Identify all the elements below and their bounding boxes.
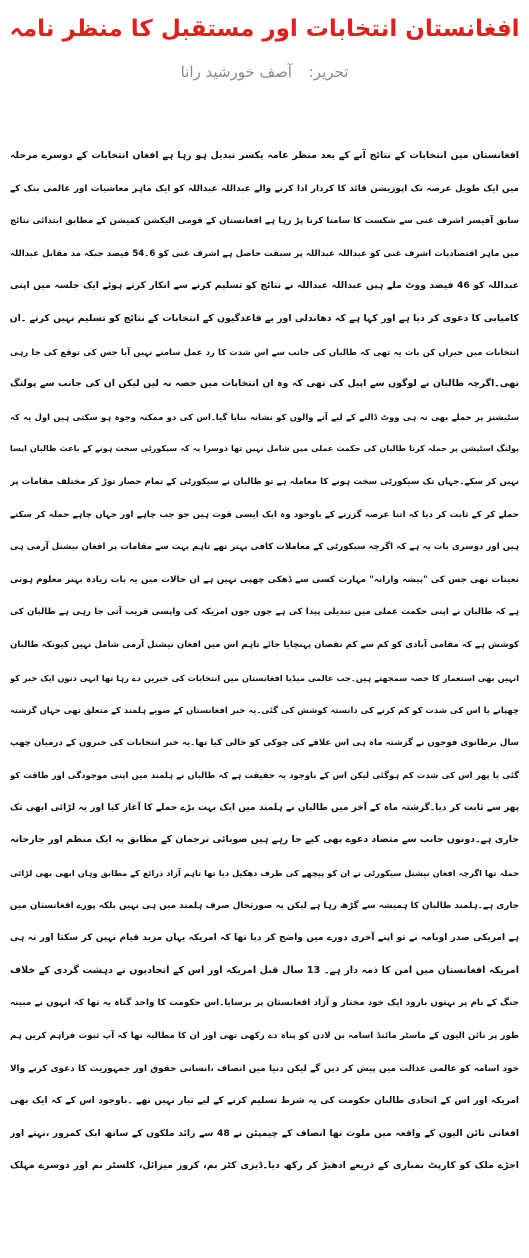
article-line: کوشش ہے کہ مقامی آبادی کو کم سے کم نقصان پہنچایا جائے تاہم اس میں افغان نیشنل آرمی شامل نہیں کیونکہ طالبان	[10, 639, 519, 650]
article-line: پھر سے ثابت کر دیا۔گزشتہ ماہ کے آخر میں طالبان نے ہلمند میں ایک بہت بڑے حملے کا آغاز کیا اور یہ لڑائی ابھی تک	[10, 802, 519, 813]
article-line: ہے امریکی صدر اوبامہ نے تو اپنے آخری دورے میں واضح کر دیا تھا کہ امریکہ یہاں مزید قیام نہیں کر سکتا اور نہ ہی	[10, 933, 519, 944]
article-line: جاری ہے۔ہلمند طالبان کا ہمیشہ سے گڑھ رہا ہے لیکن یہ صورتحال صرف ہلمند میں ہی نہیں بلکہ پورے افغانستان میں	[10, 900, 519, 911]
article-line: گئی یا پھر اس کی شدت کم ہوگئی لیکن اس کے باوجود یہ حقیقت ہے کہ طالبان نے ہلمند میں اپنی موجودگی اور طاقت کو	[10, 770, 519, 781]
article-line: نہیں کر سکے۔جہاں تک سیکورٹی سخت ہونے کا معاملہ ہے تو طالبان نے سیکورٹی کے تمام حصار توڑ کر مختلف مقامات پر	[10, 476, 519, 487]
article-body	[10, 140, 519, 1183]
article-line: ہیں اور دوسری بات یہ ہے کہ اگرچہ سیکورٹی کے معاملات کافی بہتر تھے تاہم بہت سے مقامات پر افغان نیشنل آرمی ہی	[10, 542, 519, 553]
article-line: طور پر نائن الیون کے ماسٹر مائنڈ اسامہ بن لادن کو پناہ دے رکھی تھی اور ان کا مطالبہ تھا کہ آپ ثبوت فراہم کریں ہم	[10, 1031, 519, 1042]
article-line: چھپانے یا اس کی شدت کو کم کرنے کی دانستہ کوشش کی گئی۔یہ خبر افغانستان کے صوبے ہلمند کے متعلق تھی جہاں گزشتہ	[10, 705, 519, 716]
article-line: میں ماہر اقتصادیات اشرف غنی کو عبداللہ عبداللہ پر سبقت حاصل ہے اشرف غنی کو 6۔54 فیصد جبکہ مد مقابل عبداللہ	[10, 248, 519, 259]
byline-author: آصف خورشید رانا	[180, 63, 292, 81]
article-line: افغانی نائن الیون کے واقعہ میں ملوث تھا انصاف کے چیمپئن نے 48 سے زائد ملکوں کے ساتھ ایک کمزور ،نہتے اور	[10, 1127, 519, 1139]
article-line: انتخابات میں حیران کن بات یہ تھی کہ طالبان کی جانب سے اس شدت کا رد عمل سامنے نہیں آیا جس کی توقع کی جا رہی	[10, 346, 519, 357]
article-line: خود اسامہ کو عالمی عدالت میں پیش کر دیں گے لیکن دنیا میں انصاف ،انسانی حقوق اور جمہوریت کا دعوی کرنے والا	[10, 1063, 519, 1074]
article-line: سٹیشنز پر حملے بھی نہ ہی ووٹ ڈالنے کے لیے آنے والوں کو نشانہ بنایا گیا۔اس کی دو ممکنہ وجوہ ہو سکتی ہیں اول یہ کہ	[10, 411, 519, 422]
article-line: کامیابی کا دعوی کر دیا ہے اور کہا ہے کہ دھاندلی اور بے قاعدگیوں کے انتخابات کے نتائج کو تسلیم نہیں کرتے ۔ان	[10, 312, 519, 324]
article-line: تعینات تھی جس کی "پیشہ وارانہ" مہارت کسی سے ڈھکی چھپی نہیں ہے ان حالات میں یہ بات زیادہ بہتر معلوم ہوتی	[10, 574, 519, 585]
article-line: افغانستان میں انتخابات کے نتائج آنے کے بعد منظر عامہ یکسر تبدیل ہو رہا ہے افغان انتخابات کے دوسرے مرحلہ	[10, 150, 519, 161]
article-line: اجڑے ملک کو کارپٹ بمباری کے ذریعے ادھیڑ کر رکھ دیا۔ڈیزی کٹر بم، کروز میزائل، کلسٹر بم اور دوسرے مہلک	[10, 1160, 519, 1172]
article-line: امریکہ اور اس کے اتحادی طالبان حکومت کی یہ شرط تسلیم کرنے کے لیے تیار نہیں تھے ۔باوجود اس کے کہ ایک بھی	[10, 1096, 519, 1107]
article-line: سابق آفیسر اشرف غنی سے شکست کا سامنا کرنا پڑ رہا ہے افغانستان کے قومی الیکشن کمیشن کے مطابق ابتدائی نتائج	[10, 216, 519, 227]
article-line: میں ایک طویل عرصہ تک اپوزیشن قائد کا کردار ادا کرنے والے عبداللہ عبداللہ کو ایک ماہر معاشیات اور عالمی بنک کے	[10, 183, 519, 194]
article-line: عبداللہ کو 46 فیصد ووٹ ملے ہیں عبداللہ عبداللہ نے نتائج کو تسلیم کرنے سے انکار کرتے ہوئے ایک جلسہ میں اپنی	[10, 280, 519, 292]
article-line: تھی۔اگرچہ طالبان نے لوگوں سے اپیل کی تھی کہ وہ ان انتخابات میں حصہ نہ لیں لیکن ان کی جانب سے پولنگ	[10, 378, 519, 390]
article-line: حملے کر کے ثابت کر دیا کہ اتنا عرصہ گزرنے کے باوجود وہ ایک ایسی قوت ہیں جو جب چاہے اور جہاں چاہے حملہ کر سکتے	[10, 509, 519, 520]
byline-label: تحریر:	[308, 63, 349, 81]
article-line: جاری ہے۔دونوں جانب سے متضاد دعوے بھی کیے جا رہے ہیں صوبائی ترجمان کے مطابق یہ ایک منظم اور جارحانہ	[10, 834, 519, 846]
article-line: امریکہ افغانستان میں امن کا ذمہ دار ہے۔ 13 سال قبل امریکہ اور اس کے اتحادیوں نے دہشت گردی کے خلاف	[10, 964, 519, 976]
article-line: پولنگ اسٹیشن پر حملہ کرنا طالبان کی حکمت عملی میں شامل نہیں تھا دوسرا یہ کہ سیکورٹی سخت ہونے کے باعث طالبان ایسا	[10, 444, 519, 454]
article-line: سال برطانوی فوجوں نے گزشتہ ماہ ہی اس علاقے کی چوکی کو خالی کیا تھا۔یہ خبر انتخابات کی خبروں کے درمیان چھپ	[10, 737, 519, 748]
article-line: حملہ تھا اگرچہ افغان نیشنل سیکورٹی نے ان کو پیچھے کی طرف دھکیل دیا تھا تاہم آزاد ذرائع کے مطابق وہاں ابھی بھی لڑائی	[10, 868, 519, 879]
article-line: ہے کہ طالبان نے اپنی حکمت عملی میں تبدیلی پیدا کی ہے جوں جوں امریکہ کی واپسی قریب آتی جا رہی ہے طالبان کی	[10, 607, 519, 618]
article-title: افغانستان انتخابات اور مستقبل کا منظر نامہ	[9, 16, 520, 42]
article-line: جنگ کے نام پر نہتوں بارود ایک خود مختار و آزاد افغانستان پر برسایا۔اس حکومت کا واحد گناہ یہ تھا کہ انہوں نے مبینہ	[10, 998, 519, 1009]
byline	[0, 62, 529, 82]
article-line: انہیں بھی استعمار کا حصہ سمجھتے ہیں۔جب عالمی میڈیا افغانستان میں انتخابات کی خبریں دے رہا تھا انہی دنوں ایک خبر کو	[10, 672, 519, 683]
